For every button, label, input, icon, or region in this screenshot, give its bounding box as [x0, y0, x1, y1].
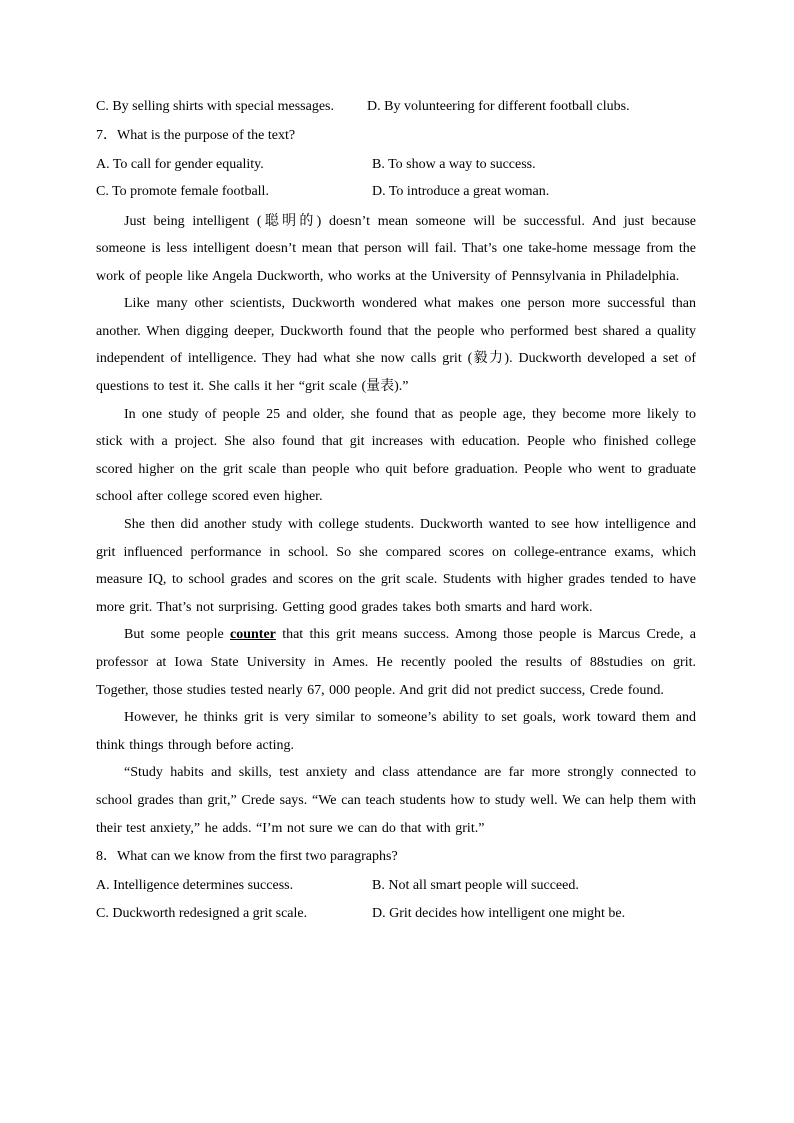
question-8-options-row-1 [96, 872, 696, 900]
question-7-stem: 7．What is the purpose of the text? [96, 127, 296, 143]
passage-paragraph-7: “Study habits and skills, test anxiety and class attendance are far more strongly connected to school grades than grit,” Crede says. “We can teach students how to study well. We can help them with their test anxiety,” he adds. “I’m not sure we can do that with grit.” [96, 765, 696, 836]
question-7-options-row-2 [96, 178, 696, 206]
option-d: D. By volunteering for different football clubs. [367, 99, 630, 114]
previous-question-options [96, 93, 696, 121]
option-c: C. Duckworth redesigned a grit scale. [96, 905, 308, 921]
option-c: C. By selling shirts with special messages. [96, 99, 334, 114]
question-8-stem: 8．What can we know from the first two paragraphs? [96, 849, 398, 865]
question-7-options-row-1 [96, 151, 696, 179]
option-a: A. To call for gender equality. [96, 156, 264, 172]
passage-paragraph-2: Like many other scientists, Duckworth wondered what makes one person more successful than another. When digging deeper, Duckworth found that the people who performed best shared a quality independent of intelligence. They had what she now calls grit (毅力). Duckworth developed a set of questions to test it. She calls it her “grit scale (量表).” [96, 296, 696, 395]
passage-paragraph-5 [96, 621, 696, 704]
option-c: C. To promote female football. [96, 184, 269, 199]
document-page [96, 93, 696, 927]
option-d: D. Grit decides how intelligent one might be. [372, 905, 626, 921]
passage-paragraph-4: She then did another study with college students. Duckworth wanted to see how intelligence and grit influenced performance in school. So she compared scores on college-entrance exams, which measure IQ, to school grades and scores on the grit scale. Students with higher grades tended to have more grit. That’s not surprising. Getting good grades takes both smarts and hard work. [96, 517, 696, 615]
paragraph-5-lead: But some people [124, 627, 230, 643]
passage-paragraph-1: Just being intelligent (聪明的) doesn’t mean someone will be successful. And just because someone is less intelligent doesn’t mean that person will fail. That’s one take-home message from the work of people like Angela Duckworth, who works at the University of Pennsylvania in Philadelphia. [96, 213, 696, 284]
option-a: A. Intelligence determines success. [96, 878, 294, 894]
paragraph-5-rest: that this grit means success. Among those people is Marcus Crede, a professor at Iowa State University in Ames. He recently pooled the results of 88studies on grit. Together, those studies tested nearly 67, 000 people. And grit did not predict success, Crede found. [96, 627, 696, 698]
passage-paragraph-6: However, he thinks grit is very similar to someone’s ability to set goals, work toward them and think things through before acting. [96, 710, 696, 753]
question-8-options-row-2 [96, 900, 696, 928]
option-b: B. To show a way to success. [372, 156, 536, 172]
option-d: D. To introduce a great woman. [372, 184, 550, 199]
vocabulary-word: counter [230, 627, 276, 643]
option-b: B. Not all smart people will succeed. [372, 878, 579, 894]
passage-paragraph-3: In one study of people 25 and older, she found that as people age, they become more likely to stick with a project. She also found that git increases with education. People who finished college scored higher on the grit scale than people who quit before graduation. People who went to graduate school after college scored even higher. [96, 406, 696, 505]
